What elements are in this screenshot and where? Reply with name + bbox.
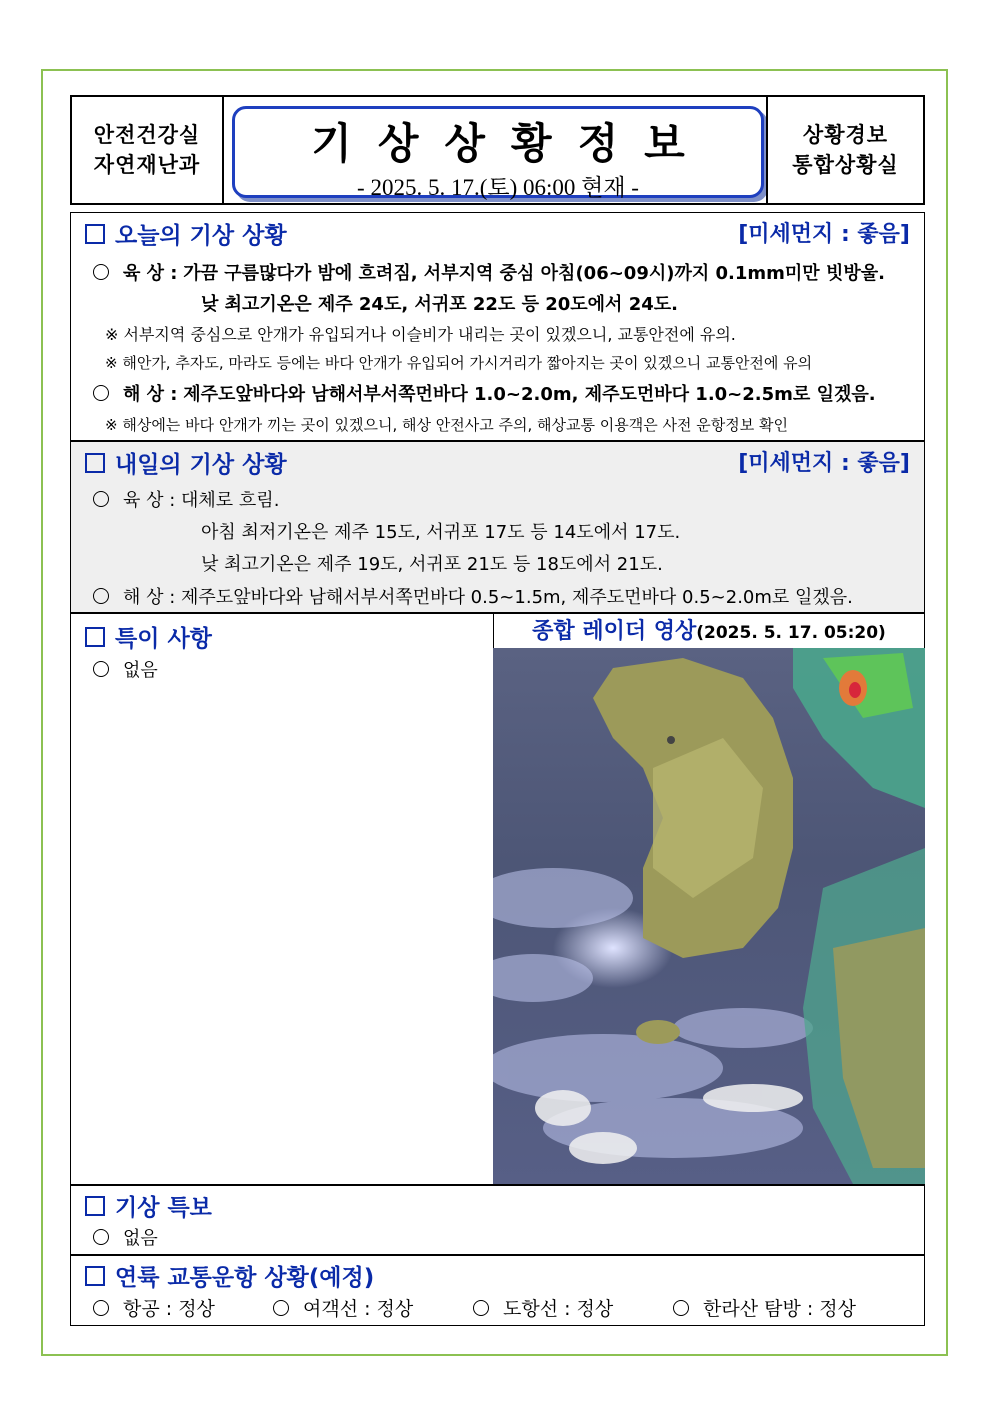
circle-bullet-icon (93, 491, 109, 507)
circle-bullet-icon (93, 588, 109, 604)
checkbox-icon (85, 1196, 105, 1216)
radar-title: 종합 레이더 영상(2025. 5. 17. 05:20) (532, 619, 886, 644)
traffic-item-ferry: 여객선 : 정상 (273, 1294, 413, 1321)
special-and-radar-section (70, 613, 925, 1185)
issuer-office: 상황경보 통합상황실 (766, 97, 923, 203)
traffic-item-air: 항공 : 정상 (93, 1294, 215, 1321)
circle-bullet-icon (473, 1300, 489, 1316)
checkbox-icon (85, 1266, 105, 1286)
tomorrow-weather-section (70, 441, 925, 613)
today-land-temp: 낮 최고기온은 제주 24도, 서귀포 22도 등 20도에서 24도. (201, 294, 678, 315)
tomorrow-fine-dust: [미세먼지 : 좋음] (738, 451, 910, 476)
traffic-item-hallasan: 한라산 탐방 : 정상 (673, 1294, 856, 1321)
warning-heading: 기상 특보 (85, 1189, 212, 1222)
circle-bullet-icon (673, 1300, 689, 1316)
report-date: - 2025. 5. 17.(토) 06:00 현재 - (357, 175, 639, 200)
traffic-heading: 연륙 교통운항 상황(예정) (85, 1259, 374, 1292)
title-box (232, 106, 764, 198)
checkbox-icon (85, 453, 105, 473)
special-notes-panel (71, 614, 494, 1184)
today-land-row: 육 상 : 가끔 구름많다가 밤에 흐려짐, 서부지역 중심 아침(06~09시)까지 0.1mm미만 빗방울. (93, 259, 885, 285)
tomorrow-sea-row: 해 상 : 제주도앞바다와 남해서부서쪽먼바다 0.5~1.5m, 제주도먼바다 0.5~2.0m로 일겠음. (93, 583, 853, 609)
today-weather-section (70, 212, 925, 441)
radar-image (493, 648, 925, 1184)
circle-bullet-icon (93, 1300, 109, 1316)
radar-map-graphic (493, 648, 925, 1184)
today-note: ※ 서부지역 중심으로 안개가 유입되거나 이슬비가 내리는 곳이 있겠으니, 교통안전에 유의. (105, 325, 736, 344)
warning-text: 없음 (93, 1224, 158, 1250)
tomorrow-morning-temp: 아침 최저기온은 제주 15도, 서귀포 17도 등 14도에서 17도. (201, 522, 681, 543)
issuer-department: 안전건강실 자연재난과 (72, 97, 224, 203)
today-sea-row: 해 상 : 제주도앞바다와 남해서부서쪽먼바다 1.0~2.0m, 제주도먼바다 1.0~2.5m로 일겠음. (93, 380, 876, 406)
checkbox-icon (85, 224, 105, 244)
weather-warning-section (70, 1185, 925, 1255)
today-note: ※ 해안가, 추자도, 마라도 등에는 바다 안개가 유입되어 가시거리가 짧아지는 곳이 있겠으니 교통안전에 유의 (105, 354, 813, 372)
today-heading: 오늘의 기상 상황 (85, 217, 287, 250)
tomorrow-land-row: 육 상 : 대체로 흐림. (93, 486, 279, 512)
tomorrow-day-temp: 낮 최고기온은 제주 19도, 서귀포 21도 등 18도에서 21도. (201, 554, 663, 575)
special-text: 없음 (93, 656, 158, 682)
today-sea-note: ※ 해상에는 바다 안개가 끼는 곳이 있겠으니, 해상 안전사고 주의, 해상교통 이용객은 사전 운항정보 확인 (105, 416, 788, 434)
circle-bullet-icon (273, 1300, 289, 1316)
circle-bullet-icon (93, 1229, 109, 1245)
report-header (70, 95, 925, 205)
circle-bullet-icon (93, 661, 109, 677)
checkbox-icon (85, 627, 105, 647)
radar-panel (493, 614, 925, 1184)
tomorrow-heading: 내일의 기상 상황 (85, 446, 287, 479)
circle-bullet-icon (93, 385, 109, 401)
traffic-section (70, 1255, 925, 1326)
report-title: 기상상황정보 (311, 119, 711, 168)
today-fine-dust: [미세먼지 : 좋음] (738, 222, 910, 247)
special-heading: 특이 사항 (85, 620, 212, 653)
traffic-item-island-ferry: 도항선 : 정상 (473, 1294, 613, 1321)
circle-bullet-icon (93, 264, 109, 280)
